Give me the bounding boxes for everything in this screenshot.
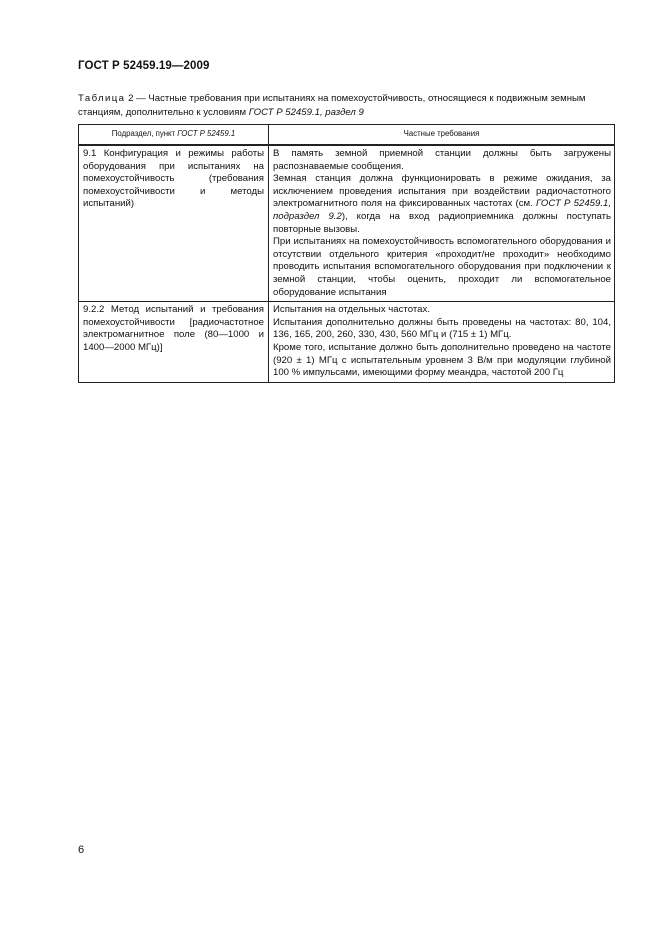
- column-header-section: [79, 125, 269, 146]
- table-cell-requirements: [269, 302, 615, 383]
- table-row: [79, 302, 615, 383]
- requirement-paragraph: Испытания на отдельных частотах.: [273, 304, 430, 316]
- table-caption-number: 2: [128, 93, 134, 104]
- requirement-paragraph: Кроме того, испытание должно быть дополнительно проведено на частоте (920 ± 1) МГц с испытательным уровнем 3 В/м при модуляции глубиной 100 % импульсами, имеющими форму меандра, частотой 200 Гц: [273, 341, 611, 379]
- requirement-text: ), когда на вход радиоприемника должны поступать повторные вызовы.: [273, 210, 611, 235]
- table-cell-section: 9.1 Конфигурация и режимы работы оборудования при испытаниях на помехоустойчивость (требования помехоустойчивости и методы испытаний): [79, 145, 269, 302]
- table-row: [79, 145, 615, 302]
- requirement-text: Земная станция должна функционировать в режиме ожидания, за исключением проведения испытания при воздействии радиочастотного электромагнитного поля на фиксированных частотах (см.: [273, 173, 611, 210]
- standard-reference: ГОСТ Р 52459.1, подраздел 9.2: [273, 198, 611, 222]
- table-caption-label: Таблица: [78, 93, 126, 104]
- table-caption: [78, 92, 618, 120]
- table-cell-requirements: [269, 145, 615, 302]
- requirement-paragraph: При испытаниях на помехоустойчивость вспомогательного оборудования и отсутствии отдельного критерия «проходит/не проходит» необходимо проводить испытания вспомогательного оборудования при подключении к земной станции, чтобы оценить, проходит ли вспомогательное оборудование испытания: [273, 236, 611, 298]
- column-header-section-ref: ГОСТ Р 52459.1: [177, 129, 236, 139]
- document-header: ГОСТ Р 52459.19—2009: [78, 60, 210, 72]
- page-number: 6: [78, 844, 85, 856]
- table-caption-reference: ГОСТ Р 52459.1, раздел 9: [248, 107, 364, 118]
- table-cell-section: 9.2.2 Метод испытаний и требования помехоустойчивости [радиочастотное электромагнитное поле (80—1000 и 1400—2000 МГц)]: [79, 302, 269, 383]
- requirement-paragraph: [273, 173, 611, 236]
- table-header-row: [79, 125, 615, 146]
- requirements-table: [78, 124, 615, 383]
- requirement-paragraph: Испытания дополнительно должны быть проведены на частотах: 80, 104, 136, 165, 200, 260, 330, 430, 560 МГц и (715 ± 1) МГц.: [273, 316, 611, 341]
- column-header-section-text: Подраздел, пункт: [111, 129, 178, 139]
- column-header-requirements: Частные требования: [269, 125, 615, 146]
- requirement-paragraph: В память земной приемной станции должны быть загружены распознаваемые сообщения.: [273, 148, 611, 172]
- table-caption-text: — Частные требования при испытаниях на помехоустойчивость, относящиеся к подвижным земным станциям, дополнительно к условиям: [78, 93, 586, 118]
